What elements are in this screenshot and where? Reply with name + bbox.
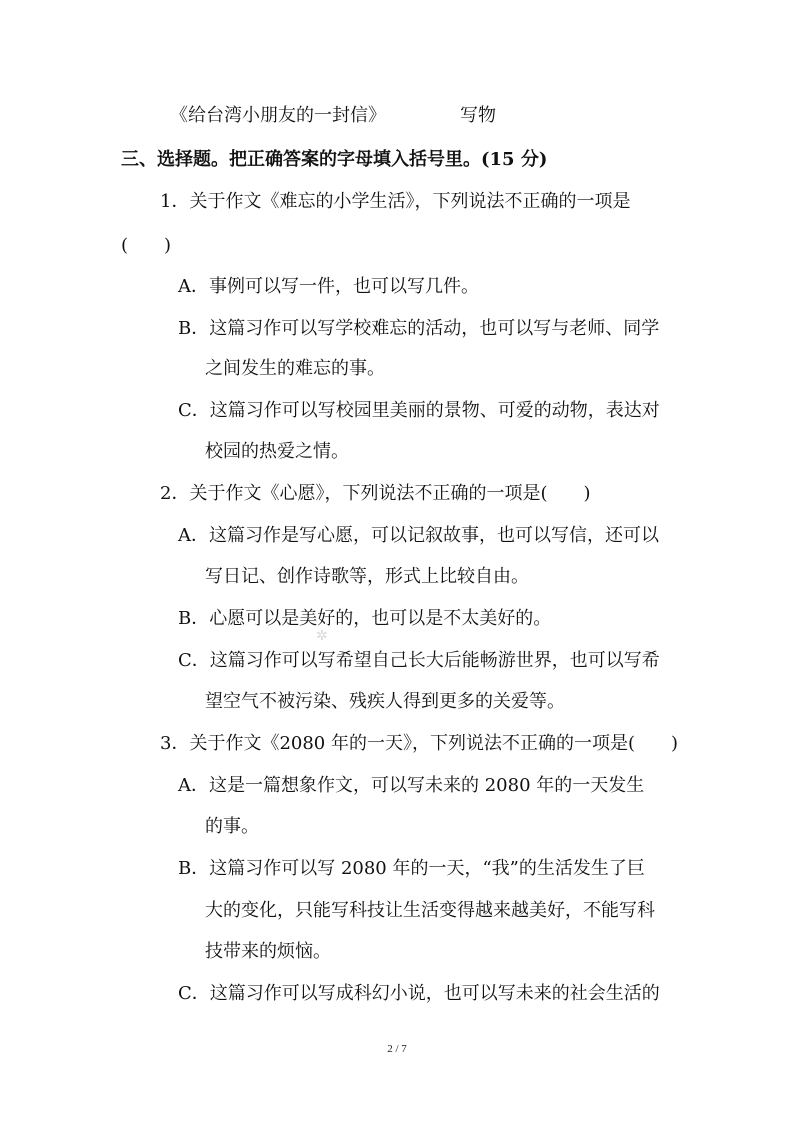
question-3-option-a-cont: 的事。	[205, 816, 259, 837]
question-1-answer-blank: ( )	[121, 235, 172, 256]
question-3-option-a: A．这是一篇想象作文，可以写未来的 2080 年的一天发生	[178, 775, 645, 796]
question-1-option-c: C．这篇习作可以写校园里美丽的景物、可爱的动物，表达对	[178, 400, 660, 421]
question-2-option-a-cont: 写日记、创作诗歌等，形式上比较自由。	[205, 566, 529, 587]
page-number: 2 / 7	[387, 1043, 407, 1055]
question-3-stem: 3．关于作文《2080 年的一天》，下列说法不正确的一项是( )	[160, 733, 679, 754]
question-1-stem: 1．关于作文《难忘的小学生活》，下列说法不正确的一项是	[160, 191, 631, 212]
essay-title: 《给台湾小朋友的一封信》	[170, 105, 386, 126]
section-heading: 三、选择题。把正确答案的字母填入括号里。(15 分)	[121, 149, 548, 170]
top-row	[170, 104, 496, 128]
question-2-option-b: B．心愿可以是美好的，也可以是不太美好的。	[178, 608, 552, 629]
question-2-option-c-cont: 望空气不被污染、残疾人得到更多的关爱等。	[205, 691, 565, 712]
question-1-option-c-cont: 校园的热爱之情。	[205, 441, 349, 462]
question-3-option-b-cont: 大的变化，只能写科技让生活变得越来越美好，不能写科	[205, 900, 655, 921]
essay-type: 写物	[460, 105, 496, 126]
question-3-option-b: B．这篇习作可以写 2080 年的一天，“我”的生活发生了巨	[178, 858, 645, 879]
question-3-option-b-cont-2: 技带来的烦恼。	[205, 941, 331, 962]
question-1-option-a: A．事例可以写一件，也可以写几件。	[178, 276, 479, 297]
question-2-stem: 2．关于作文《心愿》，下列说法不正确的一项是( )	[160, 483, 591, 504]
question-1-option-b: B．这篇习作可以写学校难忘的活动，也可以写与老师、同学	[178, 318, 660, 339]
question-3-option-c: C．这篇习作可以写成科幻小说，也可以写未来的社会生活的	[178, 983, 660, 1004]
watermark-mark: ✲	[316, 628, 328, 644]
question-2-option-a: A．这篇习作是写心愿，可以记叙故事，也可以写信，还可以	[178, 525, 659, 546]
question-1-option-b-cont: 之间发生的难忘的事。	[205, 358, 385, 379]
question-2-option-c: C．这篇习作可以写希望自己长大后能畅游世界，也可以写希	[178, 650, 660, 671]
